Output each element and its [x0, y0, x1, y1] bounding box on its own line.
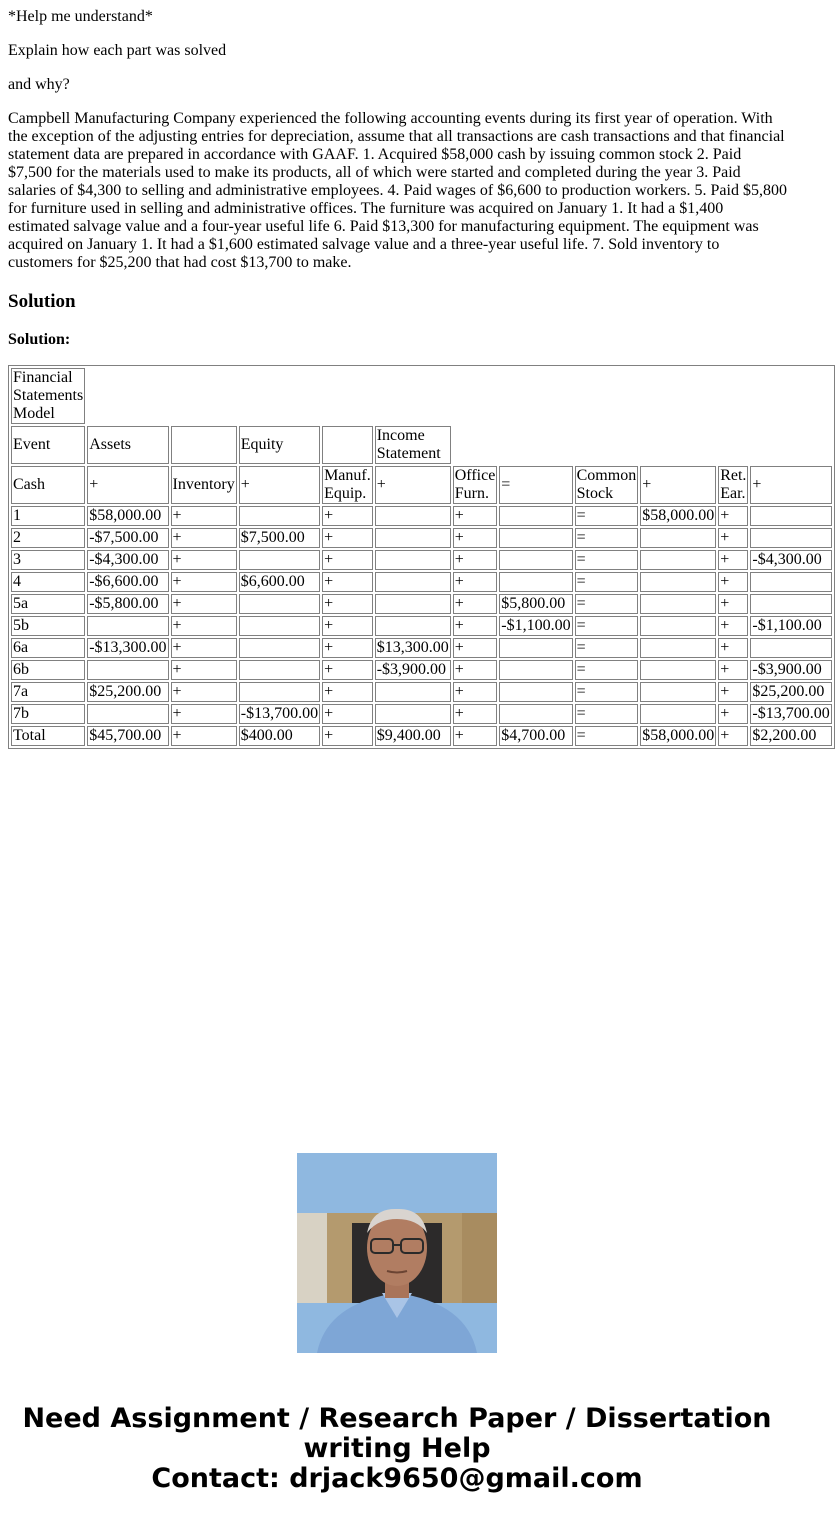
request-why: and why? [8, 76, 70, 93]
table-cell [499, 638, 572, 658]
table-cell [375, 506, 451, 526]
table-cell: -$1,100.00 [501, 617, 571, 634]
table-cell: = [575, 616, 639, 636]
table-cell: = [575, 594, 639, 614]
table-cell: -$3,900.00 [375, 660, 451, 680]
request-explain: Explain how each part was solved [8, 42, 227, 59]
table-cell: + [171, 660, 237, 680]
table-group-row [11, 426, 832, 464]
table-cell: + [171, 528, 237, 548]
table-cell: 4 [11, 572, 85, 592]
table-header-row [11, 466, 832, 504]
table-cell: + [718, 594, 748, 614]
header-cell: + [239, 466, 320, 504]
table-cell [750, 594, 831, 614]
table-cell: 1 [11, 506, 85, 526]
solution-subheading: Solution: [8, 331, 71, 348]
table-cell: + [718, 726, 748, 746]
table-cell: 6a [11, 638, 85, 658]
table-cell: + [171, 638, 237, 658]
header-cell: Common Stock [576, 467, 637, 502]
table-cell: + [322, 572, 373, 592]
table-cell: -$13,700.00 [752, 705, 830, 722]
table-cell [239, 616, 320, 636]
table-cell: -$13,700.00 [240, 705, 319, 722]
table-cell: + [718, 572, 748, 592]
table-cell [239, 594, 320, 614]
table-cell: = [575, 682, 639, 702]
table-cell [375, 528, 451, 548]
table-cell [499, 550, 572, 570]
table-cell: -$1,100.00 [750, 616, 831, 636]
problem-statement: Campbell Manufacturing Company experienced the following accounting events during its first year of operation. With the exception of the adjusting entries for depreciation, assume that all transactions are cash transactions and that financial statement data are prepared in accordance with GAAF. 1. Acquired $58,000 cash by issuing common stock 2. Paid $7,500 for the materials used to make its products, all of which were started and completed during the year 3. Paid salaries of $4,300 to selling and administrative employees. 4. Paid wages of $6,600 to production workers. 5. Paid $5,800 for furniture used in selling and administrative offices. The furniture was acquired on January 1. It had a $1,400 estimated salvage value and a four-year useful life 6. Paid $13,300 for manufacturing equipment. The equipment was acquired on January 1. It had a $1,600 estimated salvage value and a three-year useful life. 7. Sold inventory to customers for $25,200 that had cost $13,700 to make. [8, 110, 787, 271]
table-cell: + [322, 704, 373, 724]
table-cell: $25,200.00 [87, 682, 168, 702]
table-cell: -$6,600.00 [87, 572, 168, 592]
table-cell: + [718, 506, 748, 526]
table-cell: = [575, 726, 639, 746]
table-cell [640, 616, 716, 636]
table-cell [750, 572, 831, 592]
table-cell: = [575, 704, 639, 724]
table-cell [239, 550, 320, 570]
table-cell [239, 682, 320, 702]
table-cell [499, 660, 572, 680]
header-cell: Ret. Ear. [720, 467, 747, 502]
table-row [11, 572, 832, 592]
table-cell [640, 682, 716, 702]
table-cell: + [453, 550, 498, 570]
table-cell: + [322, 528, 373, 548]
table-cell: + [322, 682, 373, 702]
table-cell: 5b [11, 616, 85, 636]
author-photo-svg [297, 1153, 497, 1353]
table-cell [640, 594, 716, 614]
table-cell: = [575, 572, 639, 592]
group-cell [171, 426, 237, 464]
table-cell: + [171, 594, 237, 614]
table-cell: 7a [11, 682, 85, 702]
table-caption-row [11, 368, 832, 424]
header-cell: Inventory [171, 466, 237, 504]
table-cell [750, 638, 831, 658]
table-cell: $6,600.00 [239, 572, 320, 592]
table-cell [375, 682, 451, 702]
promo-line-1: Need Assignment / Research Paper / Dissertation writing Help [22, 1403, 772, 1464]
table-cell: + [322, 616, 373, 636]
table-cell [87, 616, 168, 636]
table-cell: + [322, 726, 373, 746]
group-cell: Income Statement [375, 426, 451, 464]
table-row [11, 594, 832, 614]
table-cell: + [171, 704, 237, 724]
table-cell [640, 704, 716, 724]
table-cell: + [718, 528, 748, 548]
table-cell: 2 [11, 528, 85, 548]
table-cell: + [453, 528, 498, 548]
table-cell: 7b [11, 704, 85, 724]
table-cell: 6b [11, 660, 85, 680]
table-cell [375, 616, 451, 636]
author-photo-icon [297, 1153, 497, 1353]
table-cell [640, 660, 716, 680]
table-cell: + [453, 506, 498, 526]
table-cell: -$4,300.00 [750, 550, 831, 570]
header-cell: + [750, 466, 831, 504]
table-cell: + [322, 638, 373, 658]
table-cell: $45,700.00 [87, 726, 168, 746]
table-cell [499, 682, 572, 702]
table-row [11, 638, 832, 658]
table-row [11, 682, 832, 702]
table-cell [640, 638, 716, 658]
table-cell: -$3,900.00 [750, 660, 831, 680]
table-cell: + [453, 616, 498, 636]
table-row [11, 660, 832, 680]
table-cell: = [575, 660, 639, 680]
table-cell: + [718, 616, 748, 636]
table-cell: + [322, 660, 373, 680]
table-cell [375, 594, 451, 614]
table-row [11, 528, 832, 548]
table-cell [499, 704, 572, 724]
header-cell: + [375, 466, 451, 504]
table-cell: -$5,800.00 [87, 594, 168, 614]
header-cell: + [87, 466, 168, 504]
table-cell [499, 528, 572, 548]
solution-heading: Solution [8, 291, 76, 312]
group-cell [322, 426, 373, 464]
table-cell: 5a [11, 594, 85, 614]
table-cell: + [322, 506, 373, 526]
table-cell: + [453, 660, 498, 680]
table-row [11, 616, 832, 636]
table-cell: + [171, 682, 237, 702]
table-caption-cell: Financial Statements Model [13, 369, 84, 422]
table-cell: $9,400.00 [375, 726, 451, 746]
header-cell: + [640, 466, 716, 504]
table-cell: $5,800.00 [499, 594, 572, 614]
table-cell: -$7,500.00 [87, 528, 168, 548]
table-row [11, 704, 832, 724]
table-cell: + [171, 572, 237, 592]
group-cell: Equity [239, 426, 320, 464]
table-cell [750, 506, 831, 526]
table-row [11, 506, 832, 526]
promo-contact: Contact: drjack9650@gmail.com [151, 1463, 643, 1494]
table-cell: = [575, 506, 639, 526]
table-cell: + [453, 572, 498, 592]
table-cell: $13,300.00 [376, 639, 449, 656]
table-cell: $2,200.00 [750, 726, 831, 746]
table-cell: + [453, 726, 498, 746]
group-cell: Assets [87, 426, 168, 464]
table-row-total [11, 726, 832, 746]
table-cell: $58,000.00 [642, 507, 715, 524]
table-cell: + [171, 550, 237, 570]
header-cell: Office Furn. [454, 467, 496, 502]
table-cell: -$4,300.00 [87, 550, 168, 570]
table-cell: + [718, 682, 748, 702]
table-cell [239, 638, 320, 658]
table-cell: $7,500.00 [239, 528, 320, 548]
table-cell: + [322, 550, 373, 570]
table-cell [499, 572, 572, 592]
financial-statements-table [8, 365, 835, 749]
table-cell: = [575, 638, 639, 658]
table-cell: + [171, 616, 237, 636]
table-cell [87, 704, 168, 724]
table-cell: + [453, 704, 498, 724]
table-cell [239, 660, 320, 680]
table-cell [375, 550, 451, 570]
table-cell [239, 506, 320, 526]
table-cell: + [718, 638, 748, 658]
table-row [11, 550, 832, 570]
table-cell: + [453, 594, 498, 614]
header-cell: = [499, 466, 572, 504]
table-cell [640, 550, 716, 570]
table-cell: 3 [11, 550, 85, 570]
table-cell: $58,000.00 [87, 506, 168, 526]
promo-footer [0, 1404, 794, 1494]
table-cell: + [718, 660, 748, 680]
table-cell: -$13,300.00 [89, 639, 167, 656]
table-cell [750, 528, 831, 548]
table-cell: Total [11, 726, 85, 746]
table-cell: + [322, 594, 373, 614]
table-cell: + [718, 550, 748, 570]
table-cell: $58,000.00 [642, 727, 715, 744]
table-cell: + [453, 682, 498, 702]
table-cell: = [575, 528, 639, 548]
table-cell: = [575, 550, 639, 570]
table-cell: $4,700.00 [499, 726, 572, 746]
header-cell: Manuf. Equip. [324, 467, 371, 502]
table-cell: $25,200.00 [750, 682, 831, 702]
header-cell: Cash [11, 466, 85, 504]
table-cell [87, 660, 168, 680]
table-cell [640, 572, 716, 592]
group-cell: Event [11, 426, 85, 464]
table-cell: $400.00 [239, 726, 320, 746]
table-container [8, 365, 830, 749]
request-title: *Help me understand* [8, 8, 153, 25]
table-cell [375, 704, 451, 724]
table-cell: + [453, 638, 498, 658]
table-cell [499, 506, 572, 526]
table-cell [640, 528, 716, 548]
table-cell [375, 572, 451, 592]
table-cell: + [171, 506, 237, 526]
table-cell: + [718, 704, 748, 724]
table-cell: + [171, 726, 237, 746]
